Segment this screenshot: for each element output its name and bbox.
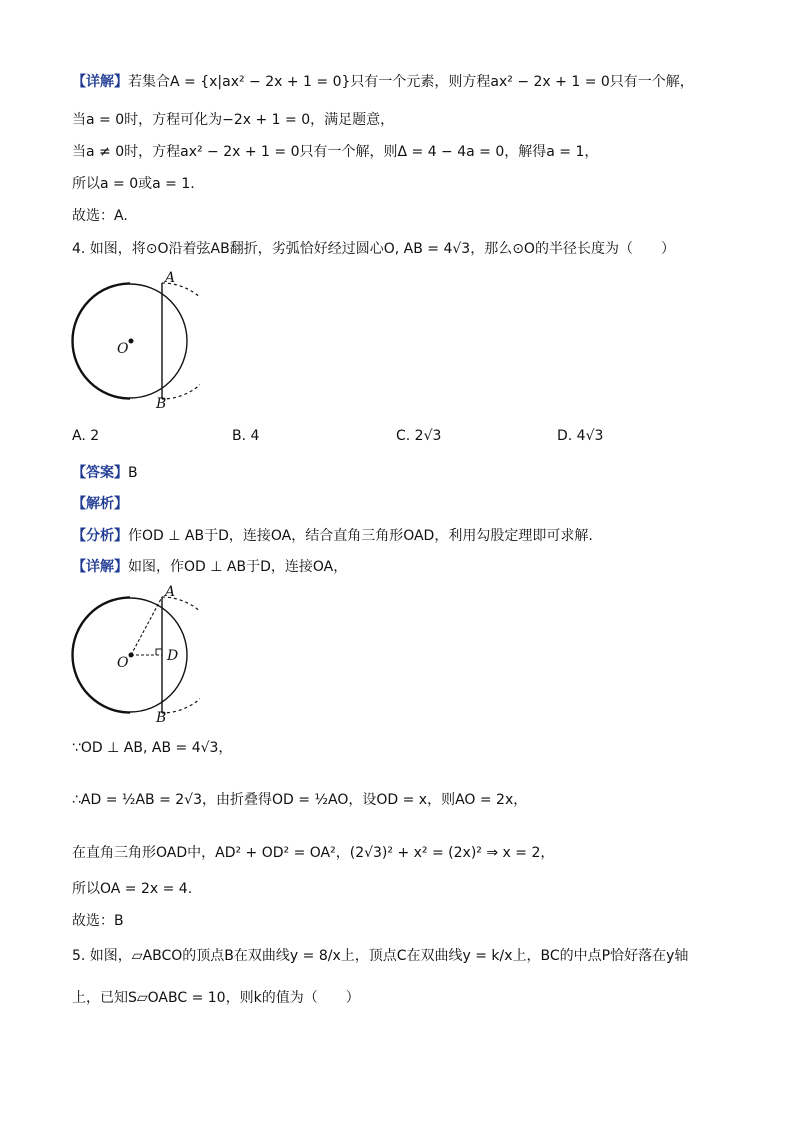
q4-figure-1 bbox=[70, 268, 200, 413]
q3-case-a-nonzero: 当a ≠ 0时，方程ax² − 2x + 1 = 0只有一个解，则Δ = 4 − 4a = 0，解得a = 1， bbox=[72, 144, 599, 160]
q4-answer-line bbox=[72, 463, 138, 483]
answer-value: B bbox=[128, 465, 138, 481]
analysis-tag: 【解析】 bbox=[72, 496, 128, 512]
label-b: B bbox=[156, 396, 167, 412]
q4-option-b: B. 4 bbox=[232, 428, 260, 444]
q4-step-3: 在直角三角形OAD中，AD² + OD² = OA²，(2√3)² + x² = (2x)² ⇒ x = 2， bbox=[72, 845, 555, 861]
q3-detail-line bbox=[72, 72, 694, 92]
q3-case-a-zero: 当a = 0时，方程可化为−2x + 1 = 0，满足题意， bbox=[72, 112, 395, 128]
q4-option-d: D. 4√3 bbox=[557, 428, 604, 444]
detail-tag: 【详解】 bbox=[72, 74, 128, 90]
q3-conclusion: 所以a = 0或a = 1. bbox=[72, 176, 195, 192]
label-o-2: O bbox=[117, 655, 129, 671]
q3-detail-text: 若集合A = {x|ax² − 2x + 1 = 0}只有一个元素，则方程ax² − 2x + 1 = 0只有一个解， bbox=[128, 74, 694, 90]
arc-right-dashed bbox=[162, 283, 200, 399]
detail-tag-2: 【详解】 bbox=[72, 559, 128, 575]
segment-oa bbox=[131, 597, 162, 655]
q5-question-line-2: 上，已知S▱OABC = 10，则k的值为（ ） bbox=[72, 990, 360, 1006]
analysis-sub-tag: 【分析】 bbox=[72, 528, 128, 544]
q4-option-c: C. 2√3 bbox=[396, 428, 442, 444]
label-o: O bbox=[117, 341, 129, 357]
point-o-2 bbox=[129, 653, 134, 658]
q4-detail-text: 如图，作OD ⊥ AB于D，连接OA， bbox=[128, 559, 348, 575]
label-d: D bbox=[167, 648, 179, 664]
label-b-2: B bbox=[156, 710, 167, 726]
q4-choice: 故选：B bbox=[72, 913, 124, 929]
q4-step-4: 所以OA = 2x = 4. bbox=[72, 881, 193, 897]
q4-detail-line bbox=[72, 557, 347, 577]
q4-analysis-line bbox=[72, 526, 593, 546]
q4-question: 4. 如图，将⊙O沿着弦AB翻折，劣弧恰好经过圆心O, AB = 4√3，那么⊙O的半径长度为（ ） bbox=[72, 241, 675, 257]
label-a-2: A bbox=[165, 584, 176, 600]
point-o bbox=[129, 339, 134, 344]
q3-choice: 故选：A. bbox=[72, 208, 128, 224]
q4-option-a: A. 2 bbox=[72, 428, 100, 444]
right-angle-mark bbox=[156, 649, 162, 655]
q4-step-1: ∵OD ⊥ AB, AB = 4√3， bbox=[72, 740, 233, 756]
q4-figure-2 bbox=[70, 582, 200, 727]
q4-analysis-text: 作OD ⊥ AB于D，连接OA，结合直角三角形OAD，利用勾股定理即可求解. bbox=[128, 528, 593, 544]
label-a: A bbox=[165, 270, 176, 286]
q4-step-2: ∴AD = ½AB = 2√3，由折叠得OD = ½AO，设OD = x，则AO = 2x， bbox=[72, 792, 528, 808]
q5-question-line-1: 5. 如图，▱ABCO的顶点B在双曲线y = 8/x上，顶点C在双曲线y = k/x上，BC的中点P恰好落在y轴 bbox=[72, 948, 689, 964]
answer-tag: 【答案】 bbox=[72, 465, 128, 481]
